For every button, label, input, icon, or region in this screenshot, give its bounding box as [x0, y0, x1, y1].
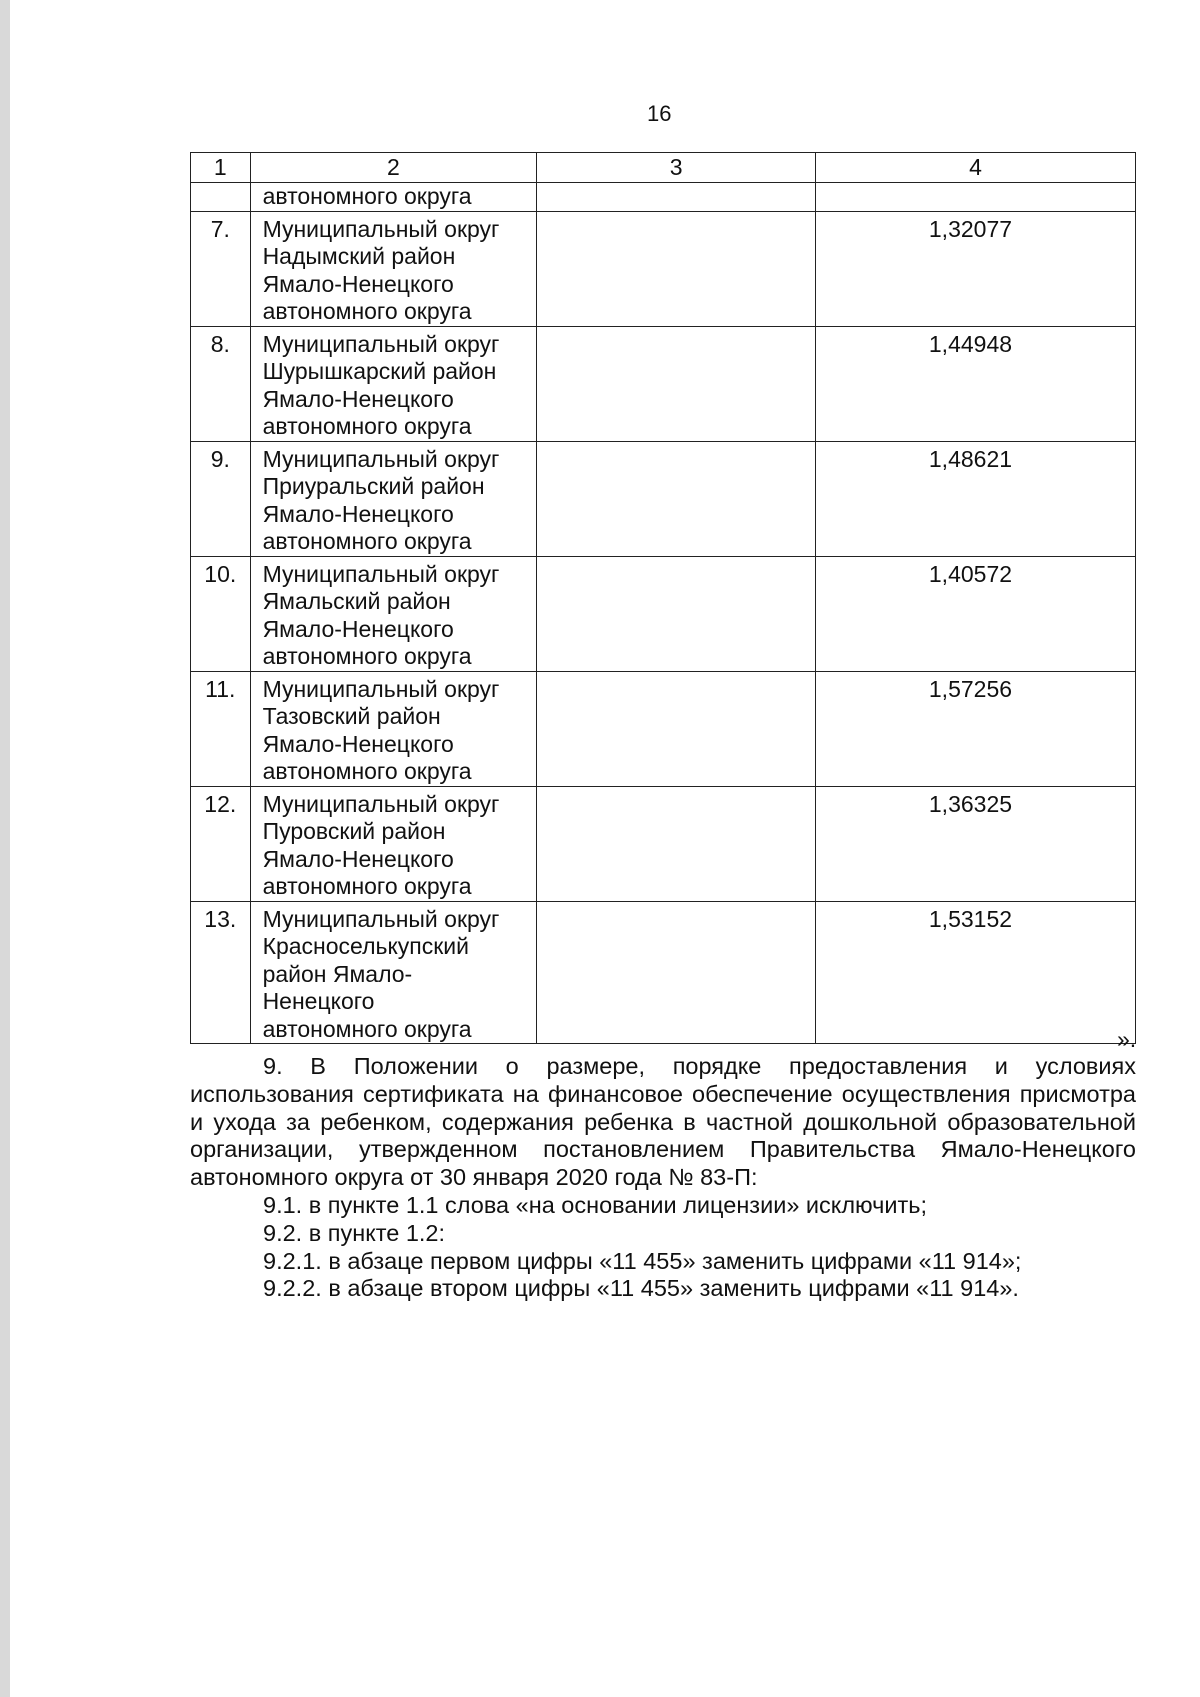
table-row [191, 671, 1136, 786]
list-item: 9.2. в пункте 1.2: [263, 1219, 446, 1246]
name-line: Приуральский район [262, 473, 485, 499]
name-line: Муниципальный округ [262, 330, 500, 357]
coefficient-value: 1,36325 [815, 786, 1135, 901]
coefficient-value: 1,32077 [815, 211, 1135, 326]
name-line: Тазовский район [262, 703, 441, 729]
col3-cell [537, 441, 816, 556]
col3-cell [537, 183, 816, 212]
municipality-name [250, 183, 537, 212]
name-line: Красноселькупский [262, 933, 470, 959]
name-line: Муниципальный округ [262, 445, 500, 472]
name-line: Муниципальный округ [262, 215, 500, 242]
municipality-name [250, 901, 537, 1044]
name-line: автономного округа [262, 1015, 472, 1042]
table-row [191, 786, 1136, 901]
paragraph-9: 9. В Положении о размере, порядке предоставления и условиях использования сертификата на финансовое обеспечение осуществления присмотра и ухода за ребенком, содержания ребенка в частной дошкольной образовательной организации, утвержденном постановлением Правительства Ямало-Ненецкого автономного округа от 30 января 2020 года № 83-П: [190, 1053, 1136, 1191]
name-line: Шурышкарский район [262, 358, 497, 384]
name-line: Муниципальный округ [262, 905, 500, 932]
row-number: 8. [191, 326, 251, 441]
name-line: Ямало-Ненецкого [262, 615, 454, 642]
col3-cell [537, 556, 816, 671]
page-number: 16 [647, 101, 672, 126]
name-line: Ямало-Ненецкого [262, 730, 454, 757]
name-line: Ямало-Ненецкого [262, 500, 454, 527]
row-number: 7. [191, 211, 251, 326]
table-row [191, 211, 1136, 326]
name-line: Муниципальный округ [262, 675, 500, 702]
name-line: автономного округа [262, 758, 472, 784]
name-line: Ямало-Ненецкого [262, 270, 454, 297]
municipality-name [250, 326, 537, 441]
list-item: 9.2.1. в абзаце первом цифры «11 455» заменить цифрами «11 914»; [263, 1247, 1022, 1274]
name-line: автономного округа [262, 298, 472, 324]
name-line: Ямало-Ненецкого [262, 845, 454, 872]
name-line: Надымский район [262, 243, 456, 269]
table-row [191, 556, 1136, 671]
col3-cell [537, 211, 816, 326]
municipality-name [250, 786, 537, 901]
coefficient-value: 1,44948 [815, 326, 1135, 441]
row-number [191, 183, 251, 212]
header-col-1: 1 [191, 153, 251, 183]
table-continuation-row [191, 183, 1136, 212]
list-item: 9.2.2. в абзаце втором цифры «11 455» заменить цифрами «11 914». [263, 1275, 1019, 1302]
name-line: Ненецкого [262, 988, 375, 1014]
coefficient-value [815, 183, 1135, 212]
coefficient-value: 1,48621 [815, 441, 1135, 556]
coefficient-value: 1,57256 [815, 671, 1135, 786]
name-line: Ямало-Ненецкого [262, 385, 454, 412]
name-line: Пуровский район [262, 818, 446, 844]
row-number: 9. [191, 441, 251, 556]
name-line: автономного округа [262, 413, 472, 439]
table-row [191, 441, 1136, 556]
col3-cell [537, 786, 816, 901]
name-line: автономного округа [262, 528, 472, 554]
name-line: Муниципальный округ [262, 790, 500, 817]
row-number: 10. [191, 556, 251, 671]
table-header-row [191, 153, 1136, 183]
municipality-name [250, 441, 537, 556]
name-line: Муниципальный округ [262, 560, 500, 587]
name-line: Ямальский район [262, 588, 451, 614]
row-number: 11. [191, 671, 251, 786]
col3-cell [537, 671, 816, 786]
closing-quote: ». [1117, 1026, 1137, 1052]
municipality-name [250, 556, 537, 671]
header-col-3: 3 [537, 153, 816, 183]
document-page [10, 0, 1200, 1697]
name-line: автономного округа [262, 873, 472, 899]
coefficient-value: 1,53152 [815, 901, 1135, 1044]
col3-cell [537, 326, 816, 441]
header-col-4: 4 [815, 153, 1135, 183]
table-row [191, 901, 1136, 1044]
coefficients-table [190, 152, 1136, 1044]
body-text [190, 1053, 1136, 1303]
name-line: автономного округа [262, 183, 472, 209]
municipality-name [250, 671, 537, 786]
name-line: район Ямало- [262, 960, 413, 987]
header-col-2: 2 [250, 153, 537, 183]
name-line: автономного округа [262, 643, 472, 669]
row-number: 13. [191, 901, 251, 1044]
coefficient-value: 1,40572 [815, 556, 1135, 671]
table-row [191, 326, 1136, 441]
list-item: 9.1. в пункте 1.1 слова «на основании лицензии» исключить; [263, 1191, 928, 1218]
municipality-name [250, 211, 537, 326]
col3-cell [537, 901, 816, 1044]
row-number: 12. [191, 786, 251, 901]
